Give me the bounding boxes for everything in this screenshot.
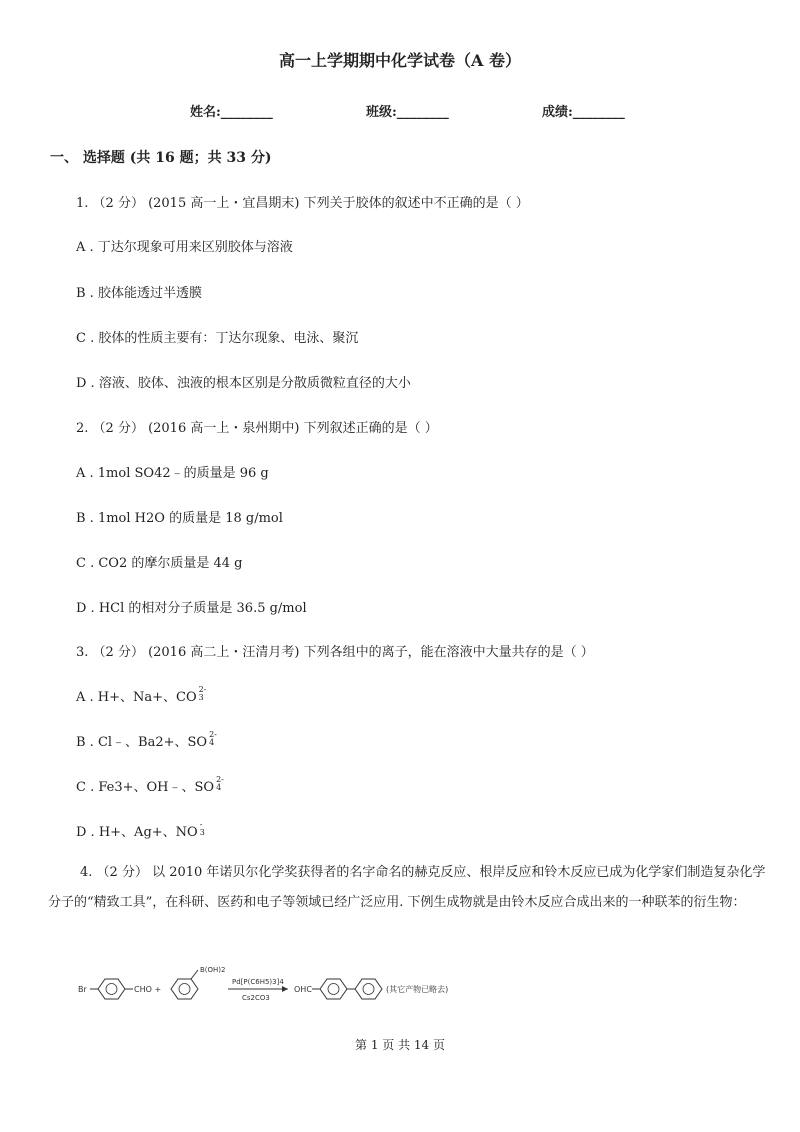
charge-bottom: 3: [198, 693, 204, 702]
question-2-option-b: B . 1mol H2O 的质量是 18 g/mol: [76, 511, 283, 526]
charge-bottom: 4: [216, 783, 222, 792]
charge-top: 2-: [209, 730, 217, 739]
benzene-ring-3: [320, 979, 347, 999]
option-text: B . Cl﹣、Ba2+、SO: [76, 735, 208, 750]
question-2-option-d: D . HCl 的相对分子质量是 36.5 g/mol: [76, 601, 307, 616]
catalyst-label: Pd[P(C6H5)3]4: [232, 978, 284, 986]
ion-charge: [209, 731, 217, 747]
charge-bottom: 3: [199, 828, 205, 837]
question-3-stem: 3. （2 分） (2016 高二上・汪清月考) 下列各组中的离子，能在溶液中大量共存的是（ ）: [76, 645, 594, 660]
option-text: C . Fe3+、OH﹣、SO: [76, 780, 215, 795]
name-field: 姓名:________: [190, 105, 273, 120]
aromatic-circle: [363, 984, 374, 995]
question-1-stem: 1. （2 分） (2015 高一上・宜昌期末) 下列关于胶体的叙述中不正确的是（ ）: [76, 196, 529, 211]
option-text: D . H+、Ag+、NO: [76, 825, 198, 840]
ion-charge: [200, 821, 205, 837]
question-2-option-c: C . CO2 的摩尔质量是 44 g: [76, 556, 243, 571]
question-3-option-c: [76, 776, 224, 795]
ion-charge: [199, 686, 207, 702]
arrow-head: [282, 986, 288, 992]
aromatic-circle: [328, 984, 339, 995]
question-1-option-c: C . 胶体的性质主要有：丁达尔现象、电泳、聚沉: [76, 331, 359, 346]
question-2-stem: 2. （2 分） (2016 高一上・泉州期中) 下列叙述正确的是（ ）: [76, 421, 438, 436]
score-field: 成绩:________: [542, 105, 625, 120]
question-4-stem: 4. （2 分） 以 2010 年诺贝尔化学奖获得者的名字命名的赫克反应、根岸反应和铃木反应已成为化学家们制造复杂化学分子的“精致工具”，在科研、医药和电子等领域已经广泛应用. 下例生成物就是由铃木反应合成出来的一种联苯的衍生物：: [48, 865, 766, 910]
bromo-label: Br: [78, 985, 87, 994]
base-label: Cs2CO3: [242, 994, 270, 1002]
benzene-ring-4: [355, 979, 382, 999]
ion-charge: [216, 776, 224, 792]
page-title: 高一上学期期中化学试卷（A 卷）: [279, 51, 521, 70]
cho-plus-label: CHO +: [134, 985, 162, 994]
question-3-option-a: [76, 686, 206, 705]
suzuki-reaction-scheme: [76, 960, 496, 1010]
charge-bottom: 4: [209, 738, 215, 747]
option-text: A . H+、Na+、CO: [76, 690, 197, 705]
question-1-option-a: A . 丁达尔现象可用来区别胶体与溶液: [76, 240, 293, 255]
question-3-option-d: [76, 821, 205, 840]
charge-top: 2-: [216, 775, 224, 784]
page-footer: 第 1 页 共 14 页: [355, 1038, 445, 1052]
question-1-option-d: D . 溶液、胶体、浊液的根本区别是分散质微粒直径的大小: [76, 376, 411, 391]
charge-top: 2-: [198, 685, 207, 694]
question-1-option-b: B . 胶体能透过半透膜: [76, 286, 202, 301]
benzene-ring-1: [98, 979, 125, 999]
boronic-acid-label: B(OH)2: [200, 966, 226, 974]
question-3-option-b: [76, 731, 217, 750]
ohc-label: OHC: [294, 985, 312, 994]
byproduct-note: (其它产物已略去): [386, 985, 449, 994]
charge-top: -: [199, 820, 203, 829]
bond-line: [191, 970, 198, 979]
class-field: 班级:________: [366, 105, 449, 120]
section-heading: 一、 选择题 (共 16 题；共 33 分): [50, 150, 272, 166]
question-2-option-a: A . 1mol SO42﹣的质量是 96 g: [76, 466, 269, 481]
aromatic-circle: [179, 984, 190, 995]
aromatic-circle: [106, 984, 117, 995]
benzene-ring-2: [171, 979, 198, 999]
